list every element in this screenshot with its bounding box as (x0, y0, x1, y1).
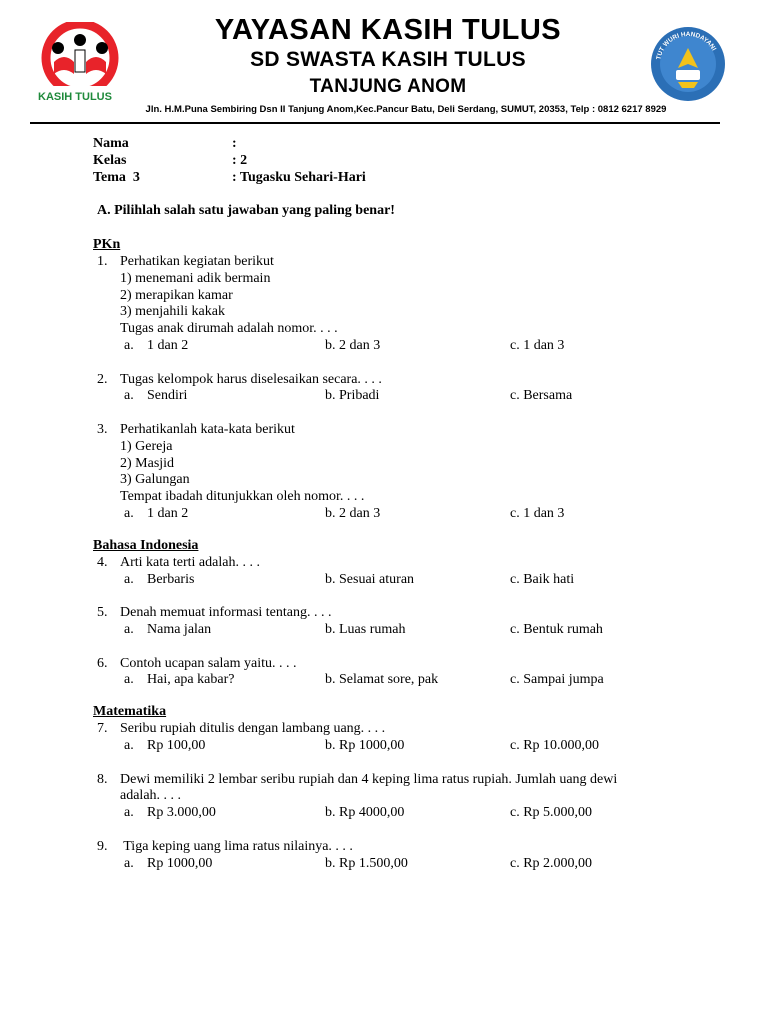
question-stem: Tugas anak dirumah adalah nomor. . . . (120, 321, 338, 337)
question-5 (0, 605, 768, 639)
header-divider (30, 122, 720, 124)
option-c: c. Bersama (510, 388, 573, 404)
info-value: : 2 (232, 153, 248, 168)
question-3 (0, 422, 768, 523)
answer-options (0, 572, 768, 589)
info-value: : Tugasku Sehari-Hari (232, 170, 366, 185)
option-b: b. Rp 1.500,00 (325, 855, 408, 871)
answer-options (0, 805, 768, 822)
option-b: b. Selamat sore, pak (325, 672, 439, 688)
option-b: b. Rp 1000,00 (325, 737, 405, 753)
answer-options (0, 388, 768, 405)
question-6 (0, 656, 768, 690)
answer-options (0, 338, 768, 355)
question-number: 1. (97, 254, 108, 269)
answer-options (0, 856, 768, 873)
question-text: Contoh ucapan salam yaitu. . . . (120, 655, 297, 671)
question-1 (0, 254, 768, 355)
question-number: 9. (97, 838, 108, 854)
answer-options (0, 672, 768, 689)
location-title: TANJUNG ANOM (309, 76, 467, 97)
info-row-kelas (0, 153, 768, 170)
info-value: : (232, 136, 237, 151)
section-matematika: Matematika (93, 704, 167, 720)
option-c: c. Bentuk rumah (510, 621, 603, 637)
question-7 (0, 721, 768, 755)
option-b: b. Pribadi (325, 388, 380, 404)
info-label: Tema 3 (93, 170, 140, 185)
emblem-text: TUT WURI HANDAYANI (655, 30, 718, 61)
question-item: 3) menjahili kakak (120, 304, 225, 320)
question-number: 5. (97, 605, 108, 621)
option-b: b. Sesuai aturan (325, 571, 415, 587)
question-item: 1) Gereja (120, 438, 173, 454)
question-text: Perhatikan kegiatan berikut (120, 254, 274, 269)
option-a: a. 1 dan 2 (124, 337, 189, 353)
question-number: 4. (97, 554, 108, 570)
option-c: c. Sampai jumpa (510, 672, 604, 688)
question-text: Perhatikanlah kata-kata berikut (120, 421, 295, 437)
instruction-heading: A. Pilihlah salah satu jawaban yang paling benar! (97, 203, 395, 218)
question-8 (0, 772, 768, 822)
question-text: Seribu rupiah ditulis dengan lambang uang. . . . (120, 721, 386, 737)
section-pkn: PKn (93, 237, 121, 252)
question-4 (0, 555, 768, 589)
question-item: 2) Masjid (120, 455, 175, 471)
info-row-nama (0, 136, 768, 153)
question-stem: Tempat ibadah ditunjukkan oleh nomor. . . . (120, 489, 365, 505)
option-c: c. Baik hati (510, 571, 575, 587)
option-a: a. Berbaris (124, 571, 195, 587)
option-a: a. Rp 100,00 (124, 737, 206, 753)
option-c: c. Rp 5.000,00 (510, 805, 593, 821)
option-b: b. 2 dan 3 (325, 337, 381, 353)
question-number: 2. (97, 371, 108, 387)
foundation-title: YAYASAN KASIH TULUS (214, 14, 562, 46)
question-number: 8. (97, 771, 108, 787)
question-item: 2) merapikan kamar (120, 287, 233, 303)
question-text: Tiga keping uang lima ratus nilainya. . . . (120, 838, 353, 854)
section-bahasa-indonesia: Bahasa Indonesia (93, 537, 199, 553)
question-text: Arti kata terti adalah. . . . (120, 554, 260, 570)
answer-options (0, 622, 768, 639)
question-text: Dewi memiliki 2 lembar seribu rupiah dan 4 keping lima ratus rupiah. Jumlah uang dewi (120, 771, 618, 787)
option-c: c. 1 dan 3 (510, 337, 565, 353)
option-c: c. Rp 10.000,00 (510, 737, 600, 753)
info-label: Kelas (93, 153, 127, 168)
answer-options (0, 506, 768, 523)
question-number: 7. (97, 721, 108, 737)
option-c: c. 1 dan 3 (510, 505, 565, 521)
answer-options (0, 738, 768, 755)
school-title: SD SWASTA KASIH TULUS (250, 48, 526, 71)
option-a: a. Sendiri (124, 388, 188, 404)
option-a: a. Nama jalan (124, 621, 212, 637)
option-b: b. Rp 4000,00 (325, 805, 405, 821)
option-c: c. Rp 2.000,00 (510, 855, 593, 871)
question-9 (0, 839, 768, 873)
option-a: a. Hai, apa kabar? (124, 672, 235, 688)
question-text: Denah memuat informasi tentang. . . . (120, 605, 332, 621)
option-a: a. Rp 3.000,00 (124, 805, 216, 821)
option-a: a. Rp 1000,00 (124, 855, 213, 871)
question-item: 1) menemani adik bermain (120, 270, 271, 286)
option-b: b. Luas rumah (325, 621, 406, 637)
option-a: a. 1 dan 2 (124, 505, 189, 521)
question-text-continued: adalah. . . . (120, 788, 182, 804)
question-item: 3) Galungan (120, 472, 190, 488)
option-b: b. 2 dan 3 (325, 505, 381, 521)
question-number: 6. (97, 655, 108, 671)
logo-left-text: KASIH TULUS (38, 91, 112, 103)
info-row-tema (0, 170, 768, 187)
question-text: Tugas kelompok harus diselesaikan secara. . . . (120, 371, 382, 387)
question-2 (0, 372, 768, 406)
school-address: Jln. H.M.Puna Sembiring Dsn II Tanjung Anom,Kec.Pancur Batu, Deli Serdang, SUMUT, 20353, Telp : 0812 6217 8929 (145, 104, 667, 115)
worksheet-body (0, 136, 768, 872)
question-number: 3. (97, 421, 108, 437)
info-label: Nama (93, 136, 129, 151)
